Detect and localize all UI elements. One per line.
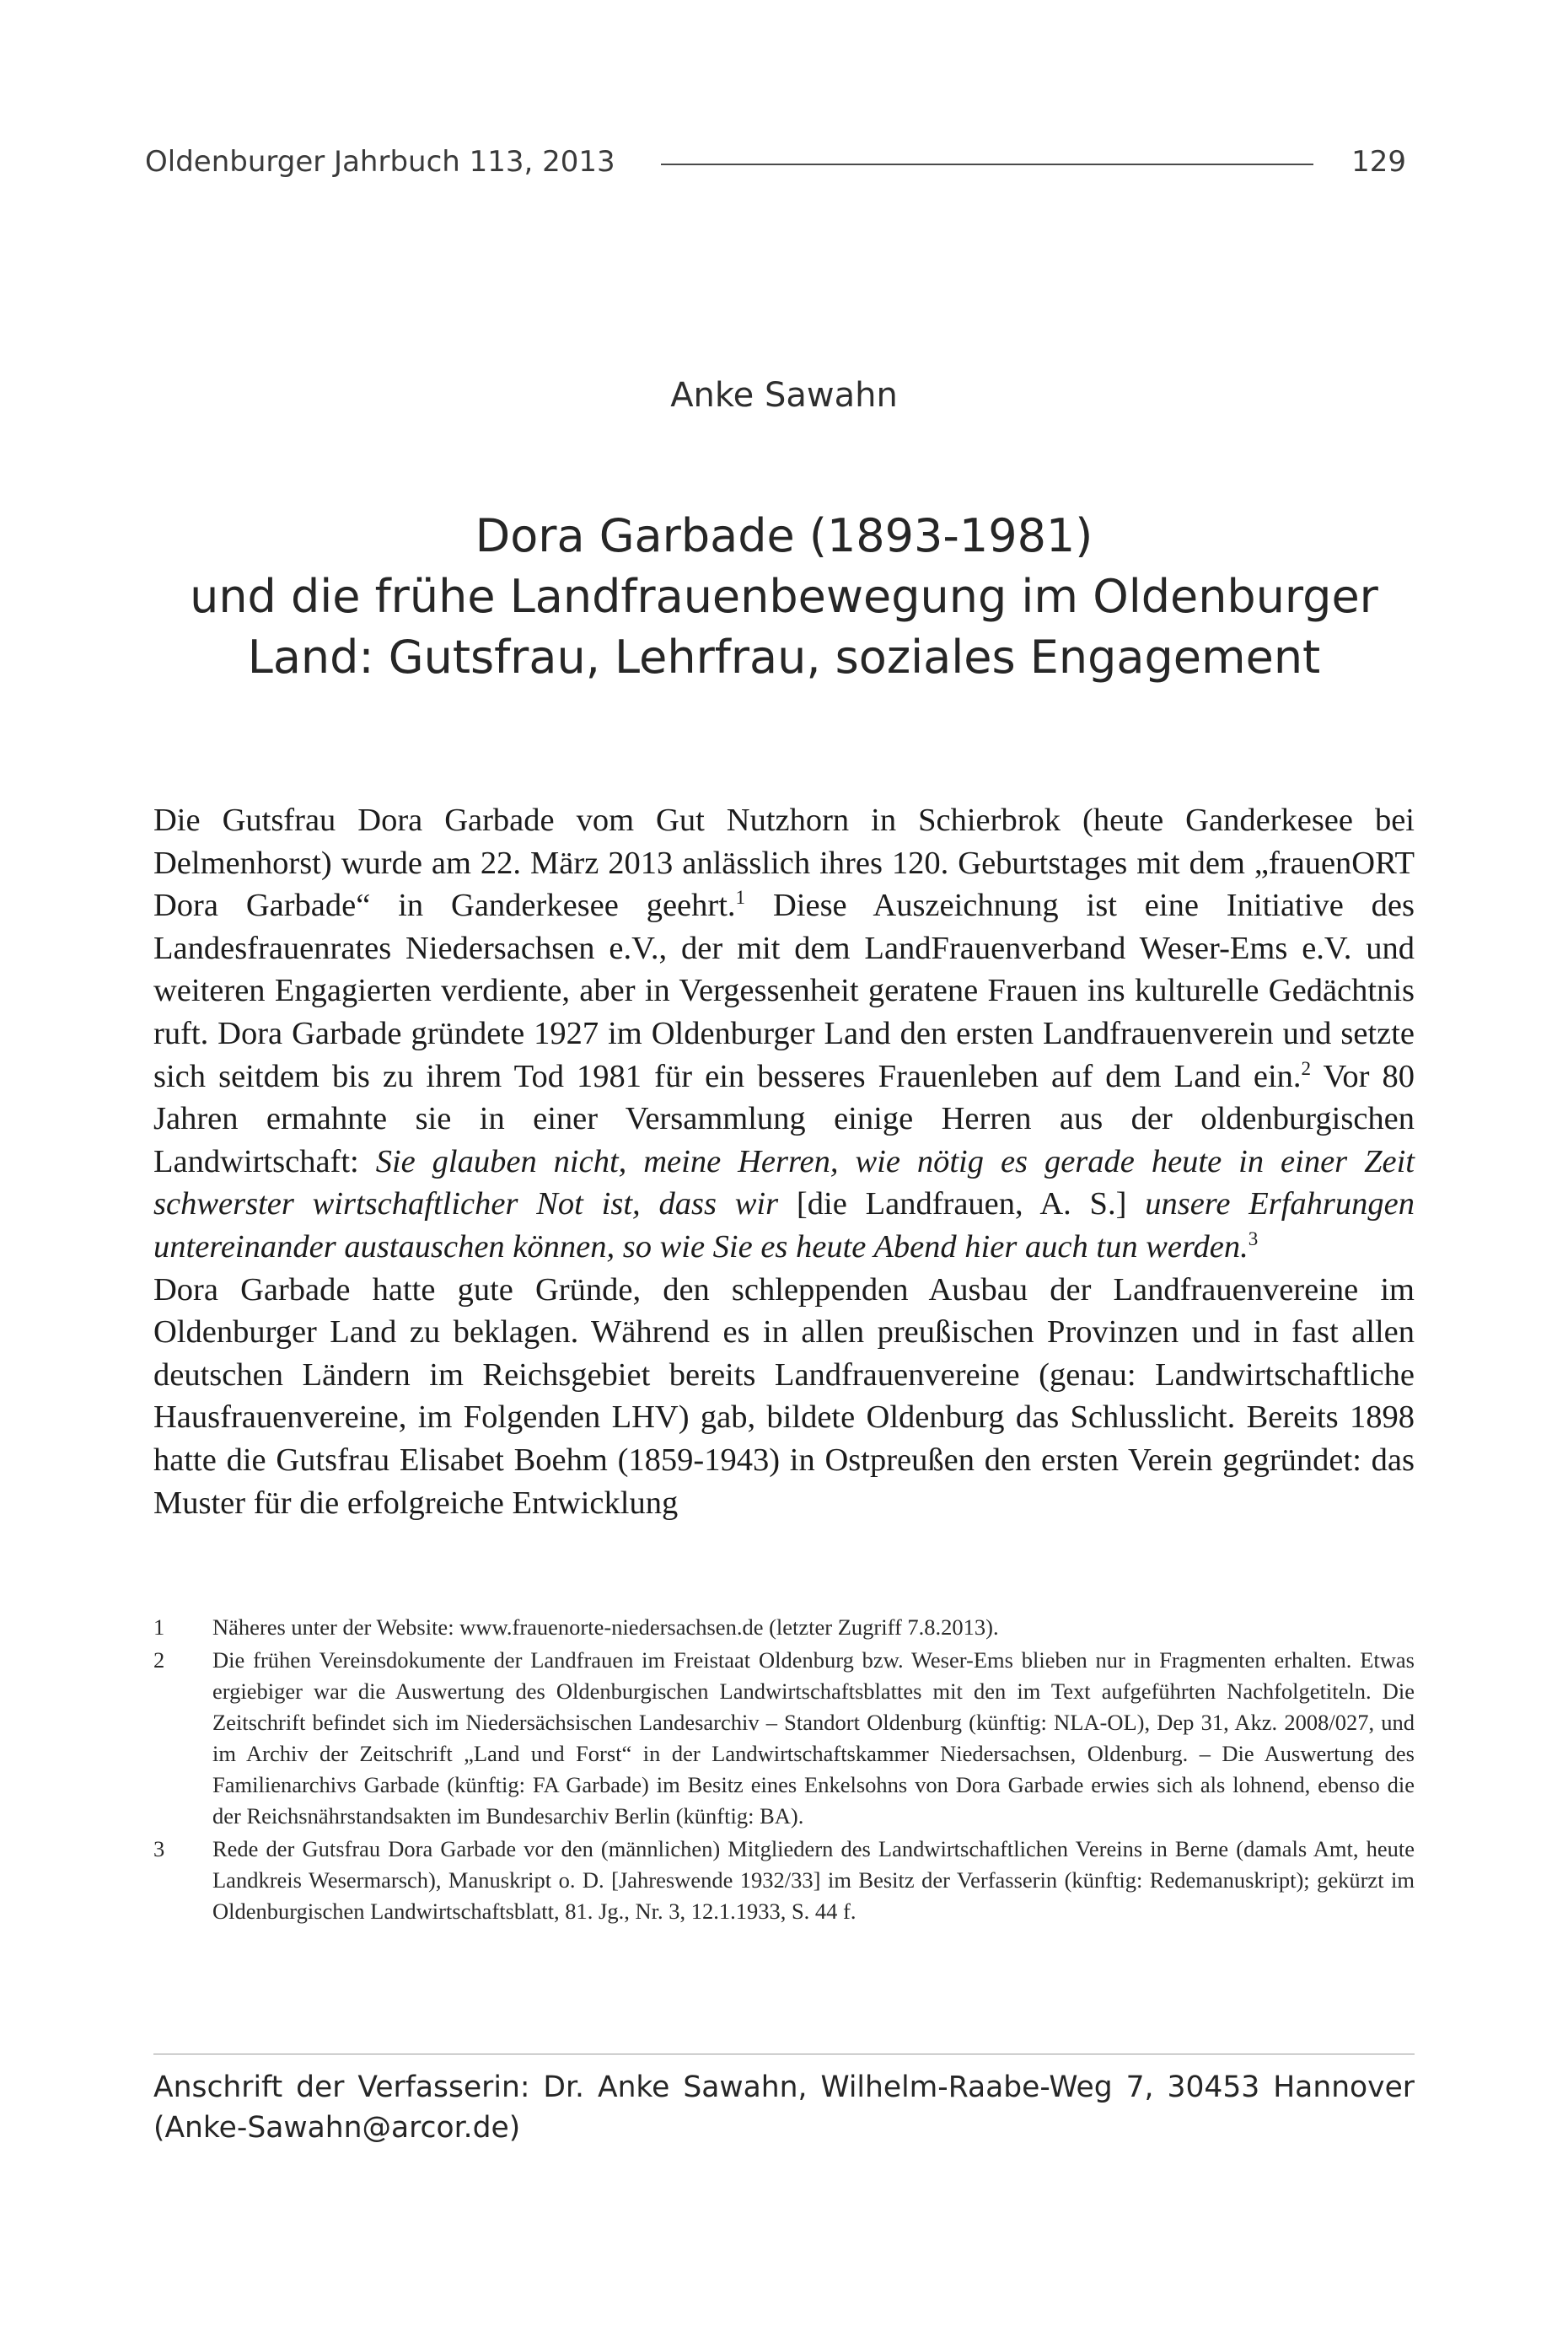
footnote-number: 1 xyxy=(153,1614,165,1640)
footnote-number: 2 xyxy=(153,1647,165,1673)
footnote xyxy=(153,1645,1415,1832)
footnote-ref-1[interactable]: 1 xyxy=(735,886,746,909)
body-paragraph-2: Dora Garbade hatte gute Gründe, den schleppenden Ausbau der Landfrauenvereine im Oldenburger Land zu beklagen. Während es in allen preußischen Provinzen und in fast allen deutschen Ländern im Reichsgebiet bereits Landfrauenvereine (genau: Landwirtschaftliche Hausfrauenvereine, im Folgenden LHV) gab, bildete Oldenburg das Schlusslicht. Bereits 1898 hatte die Gutsfrau Elisabet Boehm (1859-1943) in Ostpreußen den ersten Verein gegründet: das Muster für die erfolgreiche Entwicklung xyxy=(153,1271,1415,1521)
footnote-ref-3[interactable]: 3 xyxy=(1248,1227,1259,1250)
title-line-1: Dora Garbade (1893-1981) xyxy=(475,509,1093,562)
footnote xyxy=(153,1834,1415,1927)
journal-title: Oldenburger Jahrbuch 113, 2013 xyxy=(145,145,615,179)
title-line-2: und die frühe Landfrauenbewegung im Oldenburger xyxy=(190,570,1378,623)
footnote-text: Die frühen Vereinsdokumente der Landfrauen im Freistaat Oldenburg bzw. Weser-Ems blieben nur in Fragmenten erhalten. Etwas ergiebiger war die Auswertung des Oldenburgischen Landwirtschaftsblattes mit den im Text aufgeführten Nachfolgetiteln. Die Zeitschrift befindet sich im Niedersächsischen Landesarchiv – Standort Oldenburg (künftig: NLA-OL), Dep 31, Akz. 2008/027, und im Archiv der Zeitschrift „Land und Forst“ in der Landwirtschaftskammer Niedersachsen, Oldenburg. – Die Auswertung des Familienarchivs Garbade (künftig: FA Garbade) im Besitz eines Enkelsohns von Dora Garbade erwies sich als lohnend, ebenso die der Reichsnährstandsakten im Bundesarchiv Berlin (künftig: BA). xyxy=(212,1647,1415,1829)
body-paragraph-1 xyxy=(153,799,1415,1269)
body-text-segment: Diese Auszeichnung ist eine Initiative des Landesfrauenrates Niedersachsen e.V., der mit dem LandFrauenverband Weser-Ems e.V. und weiteren Engagierten verdiente, aber in Vergessenheit geratene Frauen ins kulturelle Gedächtnis ruft. Dora Garbade gründete 1927 im Oldenburger Land den ersten Landfrauenverein und setzte sich seitdem bis zu ihrem Tod 1981 für ein besseres Frauenleben auf dem Land ein. xyxy=(153,888,1415,1094)
quotation-segment: Sie glauben nicht, meine Herren, wie nötig es gerade heute in einer Zeit schwerster wirtschaftlicher Not ist, dass wir xyxy=(153,1143,1415,1222)
author-address xyxy=(153,2067,1415,2148)
footnote-text: Näheres unter der Website: www.frauenorte-niedersachsen.de (letzter Zugriff 7.8.2013). xyxy=(212,1614,999,1640)
body-text-segment: Vor 80 Jahren ermahnte sie in einer Versammlung einige Herren aus der oldenburgischen Landwirtschaft: xyxy=(153,1058,1415,1179)
article-body xyxy=(153,799,1415,1524)
page-number: 129 xyxy=(1351,145,1406,179)
body-text-segment: Die Gutsfrau Dora Garbade vom Gut Nutzhorn in Schierbrok (heute Ganderkesee bei Delmenhorst) wurde am 22. März 2013 anlässlich ihres 120. Geburtstages mit dem „frauenORT Dora Garbade“ in Ganderkesee geehrt. xyxy=(153,803,1415,924)
footnote-number: 3 xyxy=(153,1836,165,1861)
running-header xyxy=(145,145,1406,192)
header-rule xyxy=(661,164,1313,165)
footnote xyxy=(153,1612,1415,1643)
address-line-1: Anschrift der Verfasserin: Dr. Anke Sawahn, Wilhelm-Raabe-Weg 7, 30453 Hannover xyxy=(153,2070,1415,2104)
title-line-3: Land: Gutsfrau, Lehrfrau, soziales Engagement xyxy=(247,631,1321,684)
footnote-ref-2[interactable]: 2 xyxy=(1301,1056,1312,1079)
footnotes xyxy=(153,1612,1415,1929)
address-email[interactable]: (Anke-Sawahn@arcor.de) xyxy=(153,2111,521,2145)
article-author: Anke Sawahn xyxy=(670,376,898,415)
footnote-text: Rede der Gutsfrau Dora Garbade vor den (männlichen) Mitgliedern des Landwirtschaftlichen Vereins in Berne (damals Amt, heute Landkreis Wesermarsch), Manuskript o. D. [Jahreswende 1932/33] im Besitz der Verfasserin (künftig: Redemanuskript); gekürzt im Oldenburgischen Landwirtschaftsblatt, 81. Jg., Nr. 3, 12.1.1933, S. 44 f. xyxy=(212,1836,1415,1924)
editorial-bracket: [die Landfrauen, A. S.] xyxy=(778,1186,1146,1222)
quotation-segment: unsere Erfahrungen untereinander austauschen können, so wie Sie es heute Abend hier auch tun werden. xyxy=(153,1186,1415,1265)
article-title xyxy=(0,506,1568,688)
